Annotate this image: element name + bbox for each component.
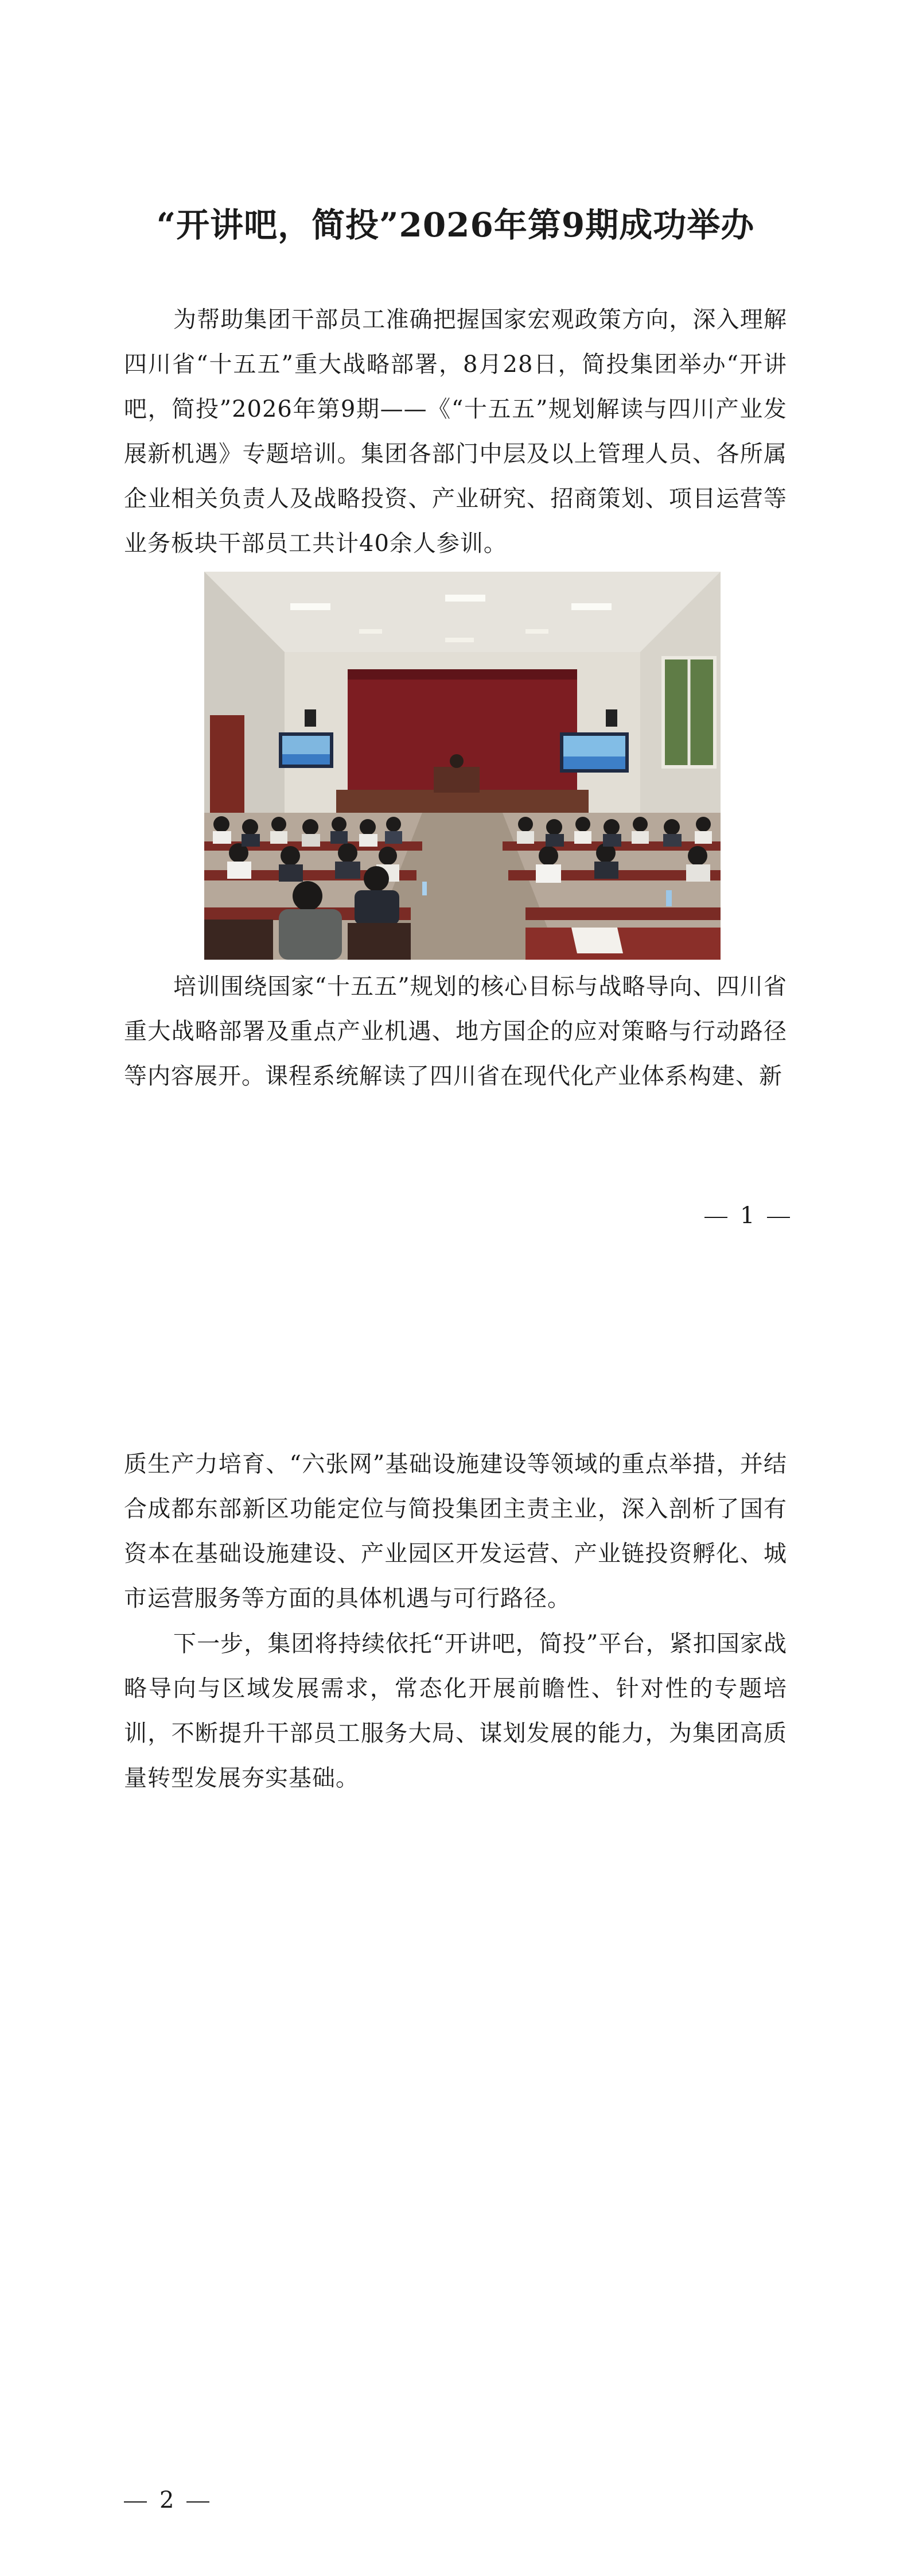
paragraph-next-steps: 下一步，集团将持续依托“开讲吧，简投”平台，紧扣国家战略导向与区域发展需求，常态化开展前瞻性、针对性的专题培训，不断提升干部员工服务大局、谋划发展的能力，为集团高质量转型发展夯实基础。 xyxy=(124,1631,787,1791)
paragraph-training-content-continued: 质生产力培育、“六张网”基础设施建设等领域的重点举措，并结合成都东部新区功能定位与简投集团主责主业，深入剖析了国有资本在基础设施建设、产业园区开发运营、产业链投资孵化、城市运营服务等方面的具体机遇与可行路径。 xyxy=(124,1451,787,1612)
paragraph-intro: 为帮助集团干部员工准确把握国家宏观政策方向，深入理解四川省“十五五”重大战略部署，8月28日，简投集团举办“开讲吧，简投”2026年第9期——《“十五五”规划解读与四川产业发展新机遇》专题培训。集团各部门中层及以上管理人员、各所属企业相关负责人及战略投资、产业研究、招商策划、项目运营等业务板块干部员工共计40余人参训。 xyxy=(124,307,787,557)
dash-right xyxy=(767,1217,790,1218)
training-session-photo xyxy=(204,572,721,960)
page-number-value: 2 xyxy=(159,2487,174,2513)
page-number xyxy=(704,1201,790,1230)
document-title: “开讲吧，简投”2026年第9期成功举办 xyxy=(156,205,755,245)
dash-left xyxy=(124,2501,147,2503)
page-number-value: 1 xyxy=(740,1202,755,1229)
dash-right xyxy=(186,2501,209,2503)
page-number xyxy=(124,2486,209,2515)
paragraph-training-content: 培训围绕国家“十五五”规划的核心目标与战略导向、四川省重大战略部署及重点产业机遇、地方国企的应对策略与行动路径等内容展开。课程系统解读了四川省在现代化产业体系构建、新 xyxy=(124,973,787,1089)
dash-left xyxy=(704,1217,727,1218)
